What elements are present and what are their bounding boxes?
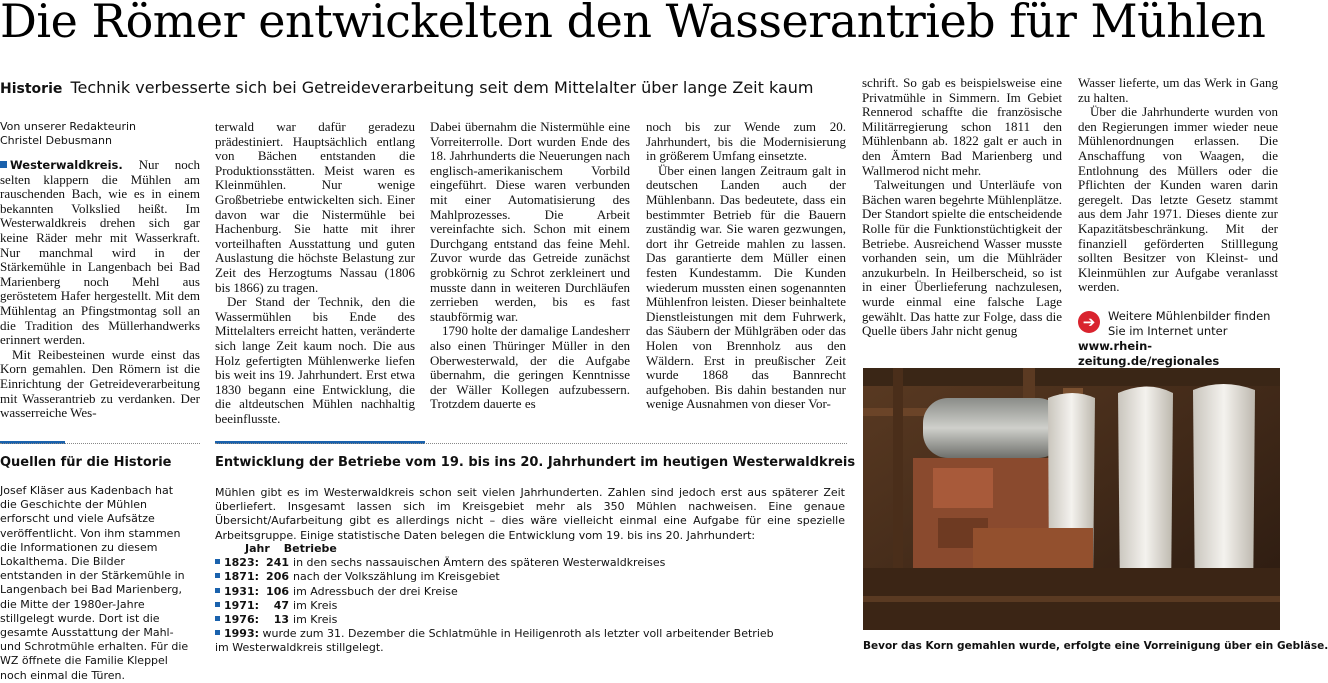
reference-line-2: Sie im Internet unter [1108, 323, 1228, 338]
article-column-5 [862, 76, 1062, 339]
stats-table [215, 542, 855, 656]
subhead-text: Technik verbesserte sich bei Getreideverarbeitung seit dem Mittelalter über lange Zeit kaum [70, 78, 814, 97]
reference-url[interactable]: www.rhein-zeitung.de/regionales [1078, 339, 1220, 368]
article-paragraph: Über einen langen Zeitraum galt in deutschen Landen auch der Mühlenbann. Das bedeutete, dass ein bestimmter Betrieb für die Bauern zuständig war. Sie waren gezwungen, dort ihr Getreide mahlen zu lassen. Das garantierte dem Müller einen festen Kundestamm. Die Kunden wiederum mussten einen sogenannten Mühlenfron leisten. Dieser beinhaltete Dienstleistungen mit dem Fuhrwerk, das Säubern der Mühlgräben oder das Holen von Brennholz aus den Wäldern. Erst in preußischer Zeit wurde 1868 das Bannrecht aufgehoben. Bis dahin bestanden nur wenige Ausnahmen von dieser Vor- [646, 162, 846, 412]
divider [0, 443, 200, 444]
stats-row: 1976: 13 im Kreis [215, 613, 855, 627]
square-bullet-icon [215, 616, 220, 621]
stats-table-header [215, 542, 855, 556]
stats-row: 1971: 47 im Kreis [215, 599, 855, 613]
subhead-kicker: Historie [0, 81, 63, 97]
dateline-location: Westerwaldkreis. [10, 158, 123, 172]
article-paragraph: Westerwaldkreis. Nur noch selten klappern die Mühlen am rauschenden Bach, wie es in einem bekannten Volkslied heißt. Im Westerwaldkreis drehen sich gar keine Räder mehr mit Wasserkraft. Nur manchmal wird in der Stärkemühle in Langenbach bei Bad Marienberg noch Mehl aus geröstetem Hafer hergestellt. Mit dem Mühlentag an Pfingstmontag soll an die Tradition des Müllerhandwerks erinnert werden. [0, 157, 200, 348]
stats-row-continued: im Westerwaldkreis stillgelegt. [215, 641, 384, 655]
sources-text: Josef Kläser aus Kadenbach hat die Geschichte der Mühlen erforscht und viele Aufsätze veröffentlicht. Von ihm stammen die Informationen zu diesem Lokalthema. Die Bilder entstanden in der Stärkemühle in Langenbach bei Bad Marienberg, die Mitte der 1980er-Jahre stillgelegt wurde. Dort ist die gesamte Ausstattung der Mahl- und Schrotmühle erhalten. Für die WZ öffnete die Familie Kleppel noch einmal die Türen. [0, 484, 189, 682]
sources-title: Quellen für die Historie [0, 455, 172, 470]
author-byline [0, 120, 200, 148]
article-paragraph: Dabei übernahm die Nistermühle eine Vorreiterrolle. Dort wurden Ende des 18. Jahrhunderts die Neuerungen nach englisch-amerikanischem Vorbild eingeführt. Diese waren verbunden mit einer Automatisierung des Mahlprozesses. Die Arbeit vereinfachte sich. Schon mit einem Durchgang entstand das feine Mehl. Zuvor wurde das Getreide zunächst grobkörnig zu Schrot zerkleinert und musste dann in weiteren Durchläufen zerrieben werden, bis es fast staubförmig war. [430, 119, 630, 324]
photo-caption: Bevor das Korn gemahlen wurde, erfolgte eine Vorreinigung über ein Gebläse. [863, 640, 1328, 652]
stats-title: Entwicklung der Betriebe vom 19. bis ins 20. Jahrhundert im heutigen Westerwaldkreis [215, 455, 856, 470]
mill-photo [863, 368, 1280, 630]
square-bullet-icon [215, 559, 220, 564]
headline: Die Römer entwickelten den Wasserantrieb für Mühlen [0, 0, 1266, 48]
square-bullet-icon [215, 588, 220, 593]
article-column-6 [1078, 76, 1278, 295]
article-paragraph: Wasser lieferte, um das Werk in Gang zu halten. [1078, 75, 1278, 105]
col-year-header: Jahr [245, 542, 270, 555]
article-paragraph: noch bis zur Wende zum 20. Jahrhundert, bis die Modernisierung in größerem Umfang einsetzte. [646, 119, 846, 164]
square-bullet-icon [215, 602, 220, 607]
stats-row: 1871: 206 nach der Volkszählung im Kreisgebiet [215, 570, 855, 584]
article-paragraph: Über die Jahrhunderte wurden von den Regierungen immer wieder neue Mühlenordnungen erlassen. Die Anschaffung von Waagen, die Entlohnung des Müllers oder die Pflichten der Kunden waren darin geregelt. Das letzte Gesetz stammt aus dem Jahr 1971. Dieses diente zur Kapazitätsbeschränkung. Mit der finanziell geförderten Stilllegung sollten Besitzer von Kleinst- und Kleinmühlen zur Aufgabe veranlasst werden. [1078, 104, 1278, 295]
square-bullet-icon [215, 573, 220, 578]
online-reference [1078, 309, 1280, 368]
divider [215, 443, 847, 444]
stats-row: 1931: 106 im Adressbuch der drei Kreise [215, 585, 855, 599]
stats-intro: Mühlen gibt es im Westerwaldkreis schon seit vielen Jahrhunderten. Zahlen sind jedoch erst aus späterer Zeit überliefert. Insgesamt lassen sich im Kreisgebiet mehr als 350 Mühlen nachweisen. Eine genaue Übersicht/Aufarbeitung gibt es allerdings nicht – dies wäre vielleicht einmal eine Aufgabe für eine spezielle Arbeitsgruppe. Einige statistische Daten belegen die Entwicklung vom 19. bis ins 20. Jahrhundert: [215, 486, 845, 542]
square-bullet-icon [215, 630, 220, 635]
stats-row: 1993: wurde zum 31. Dezember die Schlatmühle in Heiligenroth als letzter voll arbeitender Betrieb [215, 627, 855, 641]
article-column-1 [0, 120, 200, 421]
article-paragraph: Talweitungen und Unterläufe von Bächen waren begehrte Mühlenplätze. Der Standort spielte die entscheidende Rolle für die Funktionstüchtigkeit der Betriebe. Ausreichend Wasser musste vorhanden sein, um die Mühlräder anzukurbeln. In Heilberscheid, so ist in einer Überlieferung nachzulesen, wurde einmal eine falsche Lage gewählt. Das hatte zur Folge, dass die Quelle übers Jahr nicht genug [862, 177, 1062, 339]
article-paragraph: schrift. So gab es beispielsweise eine Privatmühle in Simmern. Im Gebiet Rennerod schaffte die französische Militärregierung schon 1811 den Mühlenbann ab. 1822 galt er auch in den Ämtern Bad Marienberg und Wallmerod nicht mehr. [862, 75, 1062, 178]
article-column-2 [215, 120, 415, 426]
stats-row: 1823: 241 in den sechs nassauischen Ämtern des späteren Westerwaldkreises [215, 556, 855, 570]
col-count-header: Betriebe [283, 542, 337, 555]
article-column-3 [430, 120, 630, 412]
author-line-1: Von unserer Redakteurin [0, 120, 136, 133]
article-column-4 [646, 120, 846, 412]
author-name: Christel Debusmann [0, 134, 112, 147]
subheadline [0, 78, 850, 97]
reference-line-1: Weitere Mühlenbilder finden [1108, 309, 1271, 323]
arrow-right-circle-icon: ➔ [1078, 311, 1100, 333]
article-paragraph: 1790 holte der damalige Landesherr also einen Thüringer Müller in den Oberwesterwald, der die Aufgabe übernahm, die geringen Kenntnisse der Wäller Kollegen aufzubessern. Trotzdem dauerte es [430, 323, 630, 412]
square-bullet-icon [0, 161, 7, 168]
article-paragraph: Mit Reibesteinen wurde einst das Korn gemahlen. Den Römern ist die Einrichtung der Getreideverarbeitung mit Wasserantrieb zu verdanken. Der wasserreiche Wes- [0, 346, 200, 421]
article-paragraph: terwald war dafür geradezu prädestiniert. Hauptsächlich entlang von Bächen entstanden die Produktionsstätten. Meist waren es Kleinmühlen. Nur wenige Großbetriebe entwickelten sich. Einer davon war die Nistermühle bei Hachenburg. Sie hatte mit ihrer vorteilhaften Ausstattung und guten Auslastung die höchste Belastung zur Zeit des Herzogtums Nassau (1806 bis 1866) zu tragen. [215, 119, 415, 295]
article-paragraph: Der Stand der Technik, den die Wassermühlen bis Ende des Mittelalters erreicht hatten, veränderte sich lange Zeit kaum noch. Die aus Holz gefertigten Mühlenwerke liefen bis weit ins 19. Jahrhundert. Erst etwa 1830 begann eine Entwicklung, die die altdeutschen Mühlen nachhaltig beeinflusste. [215, 294, 415, 426]
